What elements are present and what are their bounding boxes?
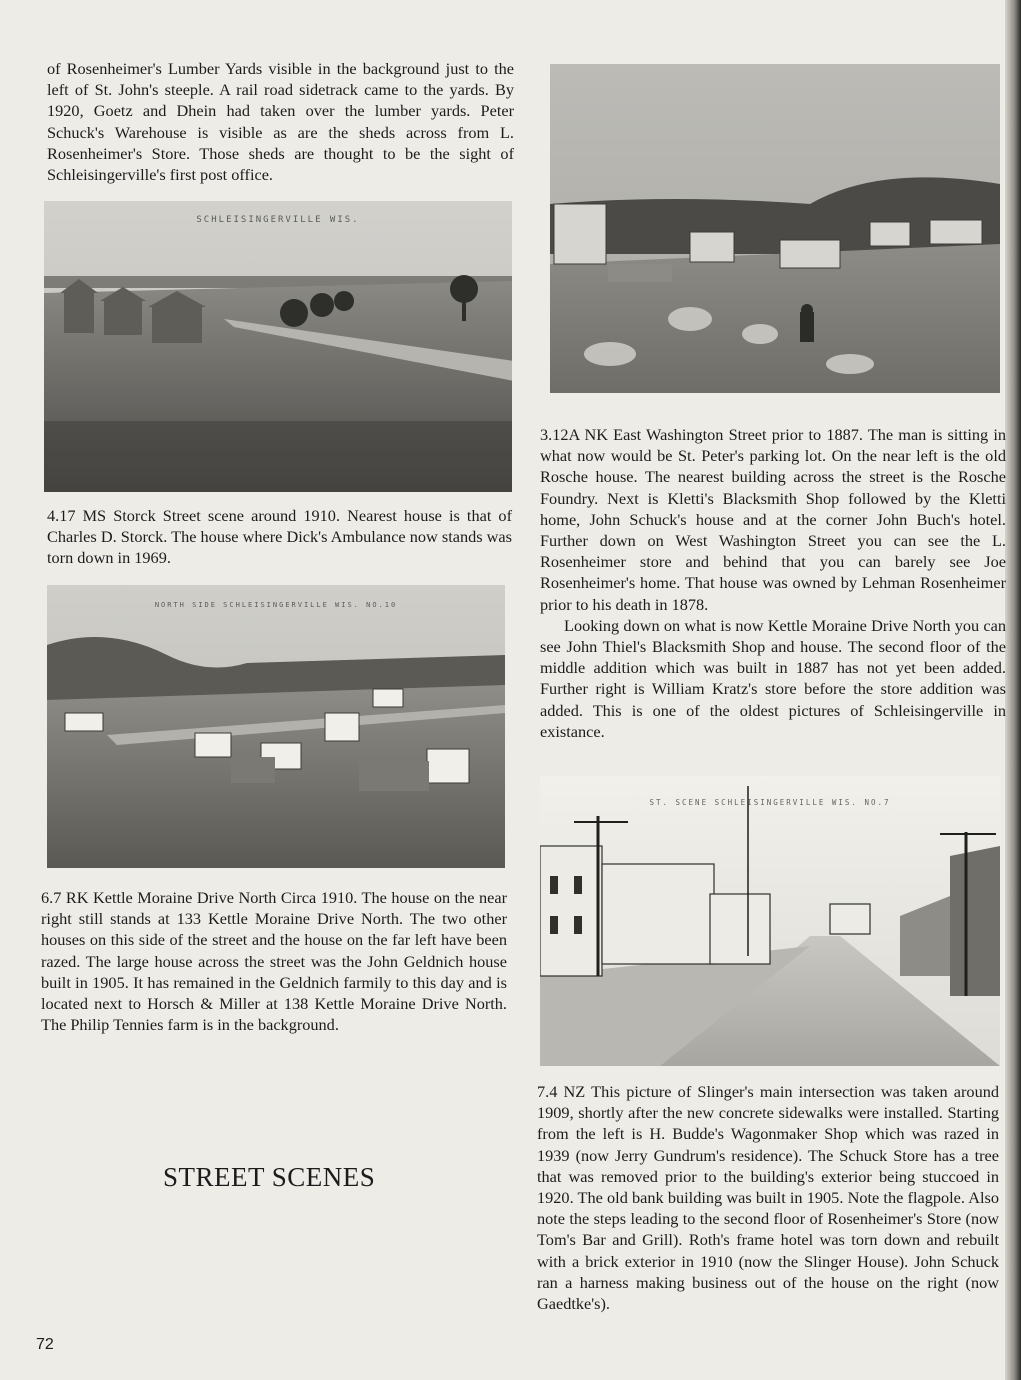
caption-storck-street [47, 505, 512, 569]
section-title: STREET SCENES [163, 1162, 376, 1192]
caption-washington-text-2: Looking down on what is now Kettle Moraine Drive North you can see John Thiel's Blacksmith Shop and house. The second floor of the middle addition which was built in 1887 has not yet been added. Further right is William Kratz's store before the store addition was added. This is one of the oldest pictures of Schleisingerville in existance. [540, 615, 1006, 741]
caption-washington-text-1: 3.12A NK East Washington Street prior to 1887. The man is sitting in what now would be St. Peter's parking lot. On the near left is the old Rosche house. The nearest building across the street is the Rosche Foundry. Next is Kletti's Blacksmith Shop followed by the Kletti home, John Schuck's house and at the corner John Buch's hotel. Further down on West Washington Street you can see the L. Rosenheimer store and behind that you can barely see Joe Rosenheimer's home. That house was owned by Lehman Rosenheimer prior to his death in 1878. [540, 425, 1006, 614]
intro-paragraph [47, 58, 514, 185]
caption-main-text: 7.4 NZ This picture of Slinger's main intersection was taken around 1909, shortly after the new concrete sidewalks were installed. Starting from the left is H. Budde's Wagonmaker Shop which was razed in 1939 (now Jerry Gundrum's residence). The Schuck Store has a tree that was removed prior to the building's exterior being stuccoed in 1920. The old bank building was built in 1905. Note the flagpole. Also note the steps leading to the second floor of Rosenheimer's Store (now Tom's Bar and Grill). Roth's frame hotel was torn down and rebuilt with a brick exterior in 1910 (now the Slinger House). John Schuck ran a harness making business out of the house on the right (now Gaedtke's). [537, 1082, 999, 1314]
caption-kettle-text: 6.7 RK Kettle Moraine Drive North Circa 1910. The house on the near right still stands at 133 Kettle Moraine Drive North. The two other houses on this side of the street and the house on the far left have been razed. The large house across the street was the John Geldnich house built in 1905. It has remained in the Geldnich farmily to this day and is located next to Horsch & Miller at 138 Kettle Moraine Drive North. The Philip Tennies farm is in the background. [41, 888, 507, 1035]
storck-street-image [44, 201, 512, 492]
kettle-moraine-image [47, 585, 505, 868]
caption-main-intersection [537, 1081, 999, 1314]
photo-main-intersection [540, 776, 1000, 1066]
main-photo-label: ST. SCENE SCHLEISINGERVILLE WIS. NO.7 [649, 798, 891, 807]
east-washington-image [550, 64, 1000, 393]
photo-east-washington [550, 64, 1000, 393]
photo-kettle-moraine [47, 585, 505, 868]
caption-kettle-moraine [41, 887, 507, 1035]
page-number: 72 [36, 1336, 54, 1353]
intro-text: of Rosenheimer's Lumber Yards visible in the background just to the left of St. John's steeple. A rail road sidetrack came to the yards. By 1920, Goetz and Dhein had taken over the lumber yards. Peter Schuck's Warehouse is visible as are the sheds across from L. Rosenheimer's Store. Those sheds are thought to be the sight of Schleisingerville's first post office. [47, 59, 514, 185]
caption-east-washington [540, 424, 1006, 742]
caption-storck-text: 4.17 MS Storck Street scene around 1910. Nearest house is that of Charles D. Storck. The house where Dick's Ambulance now stands was torn down in 1969. [47, 506, 512, 568]
page-binding-edge [1005, 0, 1021, 1380]
kettle-photo-label: NORTH SIDE SCHLEISINGERVILLE WIS. NO.10 [154, 601, 398, 609]
storck-photo-label: SCHLEISINGERVILLE WIS. [196, 215, 360, 225]
main-intersection-image [540, 776, 1000, 1066]
photo-storck-street [44, 201, 512, 492]
